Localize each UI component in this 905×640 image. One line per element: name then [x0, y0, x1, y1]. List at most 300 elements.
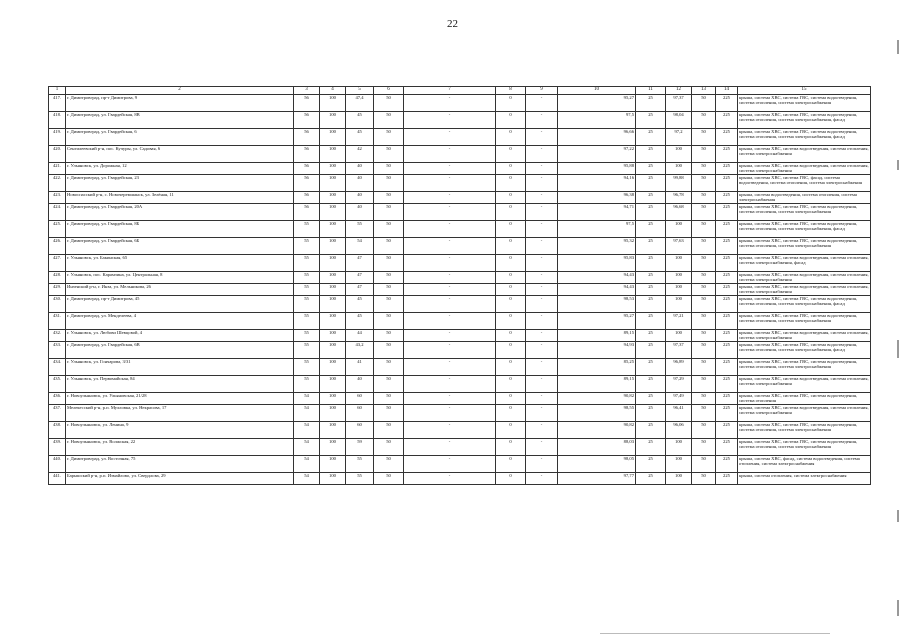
table-cell: -	[526, 255, 558, 272]
table-cell: г. Димитровград, ул. Гвардейская, 6	[66, 129, 294, 146]
table-cell: 225	[716, 330, 738, 342]
table-cell: 25	[636, 439, 666, 456]
table-cell: -	[404, 192, 496, 204]
table-cell: крыша, система ХВС, система ГВС, система водоотведения, система отопления, система электроснабжения	[738, 313, 871, 330]
table-cell: 89,15	[558, 376, 636, 393]
table-cell: 100	[320, 376, 346, 393]
table-cell: -	[526, 405, 558, 422]
table-cell: 50	[692, 238, 716, 255]
table-cell: 50	[692, 204, 716, 221]
table-cell: крыша, система ХВС, система ГВС, система водоотведения, система отопления, система электроснабжения	[738, 359, 871, 376]
table-cell: крыша, система ХВС, система ГВС, система водоотведения, система отопления, система электроснабжения	[738, 95, 871, 112]
table-cell: 45	[346, 129, 374, 146]
table-row	[49, 146, 871, 163]
table-cell: 97,21	[666, 313, 692, 330]
table-cell: -	[404, 393, 496, 405]
table-cell: г. Ульяновск, ул. Любови Шевцовой, 4	[66, 330, 294, 342]
table-cell: -	[404, 175, 496, 192]
table-cell: 85,25	[558, 359, 636, 376]
table-cell: 50	[692, 146, 716, 163]
column-header: 11	[636, 87, 666, 95]
table-cell: -	[526, 112, 558, 129]
table-cell: 90,82	[558, 393, 636, 405]
table-cell: 25	[636, 456, 666, 473]
table-cell: 47	[346, 255, 374, 272]
table-cell: 100	[666, 456, 692, 473]
table-cell: -	[404, 129, 496, 146]
table-cell: 25	[636, 393, 666, 405]
table-cell: 94,71	[558, 204, 636, 221]
table-cell: 96,89	[666, 359, 692, 376]
table-cell: 50	[374, 359, 404, 376]
table-cell: 50	[374, 129, 404, 146]
table-cell: крыша, система ХВС, система ГВС, система водоотведения, система отопления, система электроснабжения	[738, 422, 871, 439]
table-cell: 225	[716, 255, 738, 272]
table-row	[49, 405, 871, 422]
table-cell: 97,22	[558, 146, 636, 163]
table-cell: -	[404, 146, 496, 163]
table-cell: -	[526, 456, 558, 473]
table-cell: 50	[692, 112, 716, 129]
table-cell: 45	[346, 112, 374, 129]
table-cell: крыша, система отопления, система электроснабжения	[738, 473, 871, 485]
table-cell: 97,5	[558, 221, 636, 238]
table-cell: -	[404, 405, 496, 422]
table-cell: 40	[346, 192, 374, 204]
table-cell: Инзенский р-н, г. Инза, ул. Мельникова, 26	[66, 284, 294, 296]
table-cell: 225	[716, 175, 738, 192]
table-row	[49, 313, 871, 330]
table-cell: 50	[692, 272, 716, 284]
table-cell: 225	[716, 359, 738, 376]
table-cell: -	[404, 272, 496, 284]
scan-edge-marks	[895, 40, 899, 620]
table-cell: -	[404, 376, 496, 393]
table-cell: 95,32	[558, 238, 636, 255]
table-cell: 50	[374, 422, 404, 439]
table-cell: 225	[716, 296, 738, 313]
table-cell: крыша, система ХВС, система водоотведения, система отопления, система электроснабжения	[739, 163, 869, 174]
table-row	[49, 238, 871, 255]
table-cell: 50	[692, 284, 716, 296]
table-row	[49, 255, 871, 272]
table-cell: 25	[636, 146, 666, 163]
table-cell: крыша, система ХВС, система водоотведения, система отопления, система электроснабжения	[739, 284, 869, 295]
table-cell: Сенгилеевский р-н, пос. Кучуры, ул. Садовая, 6	[66, 146, 294, 163]
table-cell: 50	[374, 221, 404, 238]
table-cell: 50	[692, 393, 716, 405]
table-cell: 47	[346, 272, 374, 284]
table-cell: 55	[294, 342, 320, 359]
table-cell: 50	[692, 439, 716, 456]
table-cell: 25	[636, 473, 666, 485]
table-cell: -	[526, 175, 558, 192]
table-cell: г. Димитровград, ул. Гвардейская, 6В	[66, 342, 294, 359]
table-cell: 50	[374, 393, 404, 405]
table-cell: 100	[320, 112, 346, 129]
header-row	[49, 87, 871, 95]
table-cell: 54	[294, 473, 320, 485]
table-cell: 50	[374, 439, 404, 456]
table-cell: 225	[716, 439, 738, 456]
table-cell: -	[526, 359, 558, 376]
table-cell: 25	[636, 238, 666, 255]
table-cell: 100	[320, 393, 346, 405]
table-cell: 225	[716, 456, 738, 473]
table-cell: 225	[716, 422, 738, 439]
table-cell: -	[526, 95, 558, 112]
table-cell: 56	[294, 146, 320, 163]
table-row	[49, 272, 871, 284]
table-cell: -	[526, 272, 558, 284]
table-cell: -	[526, 393, 558, 405]
table-cell: г. Ульяновск, ул. Дорожная, 12	[66, 163, 294, 175]
table-cell: 95,88	[558, 163, 636, 175]
table-cell: 225	[716, 221, 738, 238]
table-cell: 100	[666, 255, 692, 272]
table-cell: 50	[692, 175, 716, 192]
table-cell: 0	[496, 284, 526, 296]
table-cell: 428.	[49, 272, 66, 284]
table-cell: 432.	[49, 330, 66, 342]
table-cell: 439.	[49, 439, 66, 456]
table-cell: -	[404, 112, 496, 129]
table-cell: крыша, система ХВС, система ГВС, система водоотведения, система отопления	[738, 393, 871, 405]
table-cell: 55	[294, 238, 320, 255]
table-cell: -	[404, 204, 496, 221]
table-cell: 55	[294, 376, 320, 393]
column-header: 8	[496, 87, 526, 95]
table-cell: -	[526, 204, 558, 221]
table-cell: крыша, система ХВС, система ГВС, система водоотведения, система отопления, система электроснабжения, фасад	[738, 112, 871, 129]
table-cell: -	[526, 439, 558, 456]
table-cell: 97,2	[666, 129, 692, 146]
table-cell: 0	[496, 439, 526, 456]
table-cell: -	[404, 95, 496, 112]
column-header: 1	[49, 87, 66, 95]
table-cell: -	[404, 255, 496, 272]
table-cell: 55	[294, 296, 320, 313]
table-cell: 55	[294, 221, 320, 238]
table-cell: 0	[496, 272, 526, 284]
table-cell: 95,27	[558, 313, 636, 330]
table-cell: 50	[374, 146, 404, 163]
table-cell: 50	[692, 330, 716, 342]
table-cell: крыша, система ХВС, система ГВС, система водоотведения, система отопления, система электроснабжения, фасад	[738, 342, 871, 359]
table-cell: крыша, система ХВС, система водоотведения, система отопления, система электроснабжения	[738, 376, 871, 393]
table-cell: 422.	[49, 175, 66, 192]
table-cell: 47	[346, 284, 374, 296]
table-cell: 25	[636, 221, 666, 238]
table-cell: крыша, система ХВС, система ГВС, система водоотведения, система отопления, система электроснабжения	[738, 439, 871, 456]
table-cell: 56	[294, 163, 320, 175]
table-cell: 25	[636, 95, 666, 112]
column-header: 14	[716, 87, 738, 95]
table-cell: 100	[320, 296, 346, 313]
table-cell: 60	[346, 422, 374, 439]
table-cell: крыша, система ХВС, система ГВС, система водоотведения, система отопления, система электроснабжения	[738, 238, 871, 255]
table-cell: г. Ульяновск, ул. Бакинская, 65	[66, 255, 294, 272]
table-cell: 50	[374, 255, 404, 272]
table-row	[49, 284, 871, 296]
table-cell: 25	[636, 330, 666, 342]
column-header: 15	[738, 87, 871, 95]
table-cell: 0	[496, 422, 526, 439]
table-cell: 50	[374, 376, 404, 393]
table-cell: 225	[716, 342, 738, 359]
table-row	[49, 342, 871, 359]
table-cell: крыша, система ХВС, система ГВС, фасад, система водоотведения, система отопления, система электроснабжения	[738, 175, 871, 192]
table-cell: 50	[374, 163, 404, 175]
table-cell: 59	[346, 439, 374, 456]
table-cell: 45	[346, 296, 374, 313]
table-cell: 54	[294, 439, 320, 456]
table-cell: крыша, система ХВС, система ГВС, система водоотведения, система отопления, система электроснабжения, фасад	[738, 129, 871, 146]
table-cell: 50	[374, 405, 404, 422]
table-cell: Мелекесский р-н, р.п. Мулловка, ул. Некрасова, 17	[66, 405, 294, 422]
table-cell: 55	[346, 221, 374, 238]
table-cell: 100	[320, 204, 346, 221]
table-cell: г. Димитровград, ул. Менделеева, 4	[66, 313, 294, 330]
table-cell: Барышский р-н, р.п. Измайлово, ул. Свердлова, 29	[66, 473, 294, 485]
table-cell: 56	[294, 175, 320, 192]
table-cell: 50	[692, 405, 716, 422]
table-row	[49, 192, 871, 204]
table-cell: -	[526, 192, 558, 204]
table-cell: 225	[716, 112, 738, 129]
table-cell: 50	[374, 313, 404, 330]
table-cell: г. Димитровград, пр-т Димитрова, 45	[66, 296, 294, 313]
table-cell: 417.	[49, 95, 66, 112]
table-cell: крыша, система ХВС, система водоотведения, система отопления, система электроснабжения, фасад	[738, 255, 871, 272]
table-cell: 50	[692, 473, 716, 485]
table-cell: 55	[294, 284, 320, 296]
table-cell: -	[526, 146, 558, 163]
table-cell: г. Димитровград, ул. Гвардейская, 23	[66, 175, 294, 192]
table-cell: 50	[374, 473, 404, 485]
table-cell: 100	[320, 238, 346, 255]
table-cell: 441.	[49, 473, 66, 485]
table-cell: -	[526, 129, 558, 146]
table-row	[49, 163, 871, 175]
table-row	[49, 175, 871, 192]
table-cell: 50	[692, 95, 716, 112]
table-cell: 42	[346, 146, 374, 163]
table-cell: 50	[374, 456, 404, 473]
table-cell: крыша, система ХВС, фасад, система водоотведения, система отопления, система электроснабжения	[738, 456, 871, 473]
table-cell: 50	[692, 129, 716, 146]
table-cell: 97,49	[666, 393, 692, 405]
table-cell: 433.	[49, 342, 66, 359]
table-cell: 434.	[49, 359, 66, 376]
table-cell: 55	[294, 272, 320, 284]
table-cell: -	[526, 342, 558, 359]
table-cell: 225	[716, 238, 738, 255]
table-cell: 420.	[49, 146, 66, 163]
table-cell: 94,93	[558, 342, 636, 359]
table-cell: 100	[320, 313, 346, 330]
table-body	[49, 95, 871, 485]
table-cell: г. Димитровград, ул. Восточная, 75	[66, 456, 294, 473]
table-cell: крыша, система ХВС, система водоотведения, система отопления, система электроснабжения	[739, 272, 869, 283]
table-cell: -	[526, 221, 558, 238]
column-header: 5	[346, 87, 374, 95]
table-cell: 47,4	[346, 95, 374, 112]
buildings-table	[48, 86, 871, 485]
table-cell: 100	[320, 192, 346, 204]
table-cell: 100	[320, 473, 346, 485]
table-cell: 50	[374, 204, 404, 221]
table-cell: 50	[692, 376, 716, 393]
table-cell: 97,63	[666, 238, 692, 255]
table-cell: 96,66	[558, 129, 636, 146]
table-cell: 50	[692, 221, 716, 238]
table-cell: 225	[716, 95, 738, 112]
table-cell: 96,06	[666, 422, 692, 439]
table-cell: -	[526, 473, 558, 485]
table-cell: 25	[636, 175, 666, 192]
table-cell: 41	[346, 359, 374, 376]
table-cell: 98,53	[558, 296, 636, 313]
table-cell: 55	[346, 456, 374, 473]
table-cell: Новоспасский р-н, с. Новочеремшанск, ул. Зелёная, 11	[66, 192, 294, 204]
table-cell: 438.	[49, 422, 66, 439]
column-header: 12	[666, 87, 692, 95]
table-row	[49, 112, 871, 129]
table-cell: 0	[496, 175, 526, 192]
table-cell: -	[526, 284, 558, 296]
table-cell: 0	[496, 112, 526, 129]
table-cell: 90,82	[558, 422, 636, 439]
table-cell: 50	[692, 456, 716, 473]
table-cell: 0	[496, 359, 526, 376]
table-cell: 100	[666, 284, 692, 296]
table-cell: -	[526, 163, 558, 175]
table-cell: 50	[692, 342, 716, 359]
table-cell: 25	[636, 255, 666, 272]
table-cell: 50	[374, 238, 404, 255]
table-cell: 100	[320, 422, 346, 439]
table-row	[49, 221, 871, 238]
table-cell: 50	[692, 422, 716, 439]
table-cell: 0	[496, 393, 526, 405]
table-cell: 54	[294, 456, 320, 473]
table-cell: 55	[346, 473, 374, 485]
table-cell: 100	[320, 359, 346, 376]
table-cell: 425.	[49, 221, 66, 238]
table-cell: 0	[496, 330, 526, 342]
table-cell: 100	[320, 95, 346, 112]
table-cell: 100	[320, 439, 346, 456]
table-cell: крыша, система ХВС, система водоотведения, система отопления, система электроснабжения	[739, 330, 869, 341]
table-cell: -	[404, 296, 496, 313]
table-cell: -	[404, 422, 496, 439]
table-cell: 96,68	[666, 204, 692, 221]
table-cell: 100	[320, 405, 346, 422]
table-cell: -	[404, 456, 496, 473]
table-cell: 88,03	[558, 439, 636, 456]
table-cell: 97,29	[666, 376, 692, 393]
table-cell: г. Димитровград, ул. Гвардейская, 8Б	[66, 221, 294, 238]
table-cell: 25	[636, 296, 666, 313]
table-cell: 45	[346, 313, 374, 330]
table-cell: -	[404, 473, 496, 485]
table-cell: 50	[374, 192, 404, 204]
table-cell: 225	[716, 204, 738, 221]
table-cell: -	[404, 359, 496, 376]
table-cell: 50	[374, 272, 404, 284]
table-row	[49, 456, 871, 473]
table-cell: 56	[294, 129, 320, 146]
table-cell: 225	[716, 376, 738, 393]
table-cell: г. Димитровград, ул. Гвардейская, 6Б	[66, 238, 294, 255]
table-cell: 25	[636, 163, 666, 175]
column-header: 3	[294, 87, 320, 95]
table-cell: 100	[320, 129, 346, 146]
table-cell: 43,2	[346, 342, 374, 359]
table-row	[49, 376, 871, 393]
table-cell: 50	[692, 255, 716, 272]
table-cell: 225	[716, 163, 738, 175]
table-cell: 430.	[49, 296, 66, 313]
table-cell: 225	[716, 473, 738, 485]
table-cell: 25	[636, 313, 666, 330]
table-cell: 25	[636, 342, 666, 359]
table-cell: 225	[716, 146, 738, 163]
table-cell: 97,37	[666, 342, 692, 359]
table-cell: -	[404, 284, 496, 296]
table-cell: 225	[716, 272, 738, 284]
table-cell: 40	[346, 163, 374, 175]
table-cell: 0	[496, 221, 526, 238]
table-cell: 421.	[49, 163, 66, 175]
table-row	[49, 359, 871, 376]
table-cell: 100	[666, 163, 692, 175]
table-cell: 50	[692, 359, 716, 376]
table-cell: 97,5	[558, 112, 636, 129]
table-cell: 55	[294, 330, 320, 342]
table-cell: -	[404, 238, 496, 255]
column-header: 2	[66, 87, 294, 95]
table-cell: 0	[496, 313, 526, 330]
table-cell: г. Ульяновск, ул. Первомайская, 84	[66, 376, 294, 393]
table-cell: -	[526, 238, 558, 255]
table-row	[49, 296, 871, 313]
table-cell: -	[526, 296, 558, 313]
column-header: 10	[558, 87, 636, 95]
table-cell: 423.	[49, 192, 66, 204]
table-row	[49, 422, 871, 439]
table-cell: 25	[636, 112, 666, 129]
table-cell: 100	[320, 255, 346, 272]
table-cell: 100	[666, 221, 692, 238]
table-cell: г. Новоульяновск, ул. Ульяновская, 21/28	[66, 393, 294, 405]
table-cell: 440.	[49, 456, 66, 473]
table-cell: г. Новоульяновск, ул. Ленина, 9	[66, 422, 294, 439]
table-cell: -	[526, 330, 558, 342]
table-cell: г. Димитровград, пр-т Димитрова, 9	[66, 95, 294, 112]
table-cell: 97,77	[558, 473, 636, 485]
table-cell: 0	[496, 163, 526, 175]
table-cell: 100	[320, 175, 346, 192]
table-cell: 100	[320, 221, 346, 238]
table-cell: г. Ульяновск, пос. Карамзина, ул. Центральная, 8	[66, 272, 294, 284]
table-cell: 225	[716, 405, 738, 422]
table-cell: 50	[692, 192, 716, 204]
table-cell: 54	[294, 422, 320, 439]
table-cell: г. Ульяновск, ул. Гончарова, 3/31	[66, 359, 294, 376]
table-cell: 100	[320, 163, 346, 175]
